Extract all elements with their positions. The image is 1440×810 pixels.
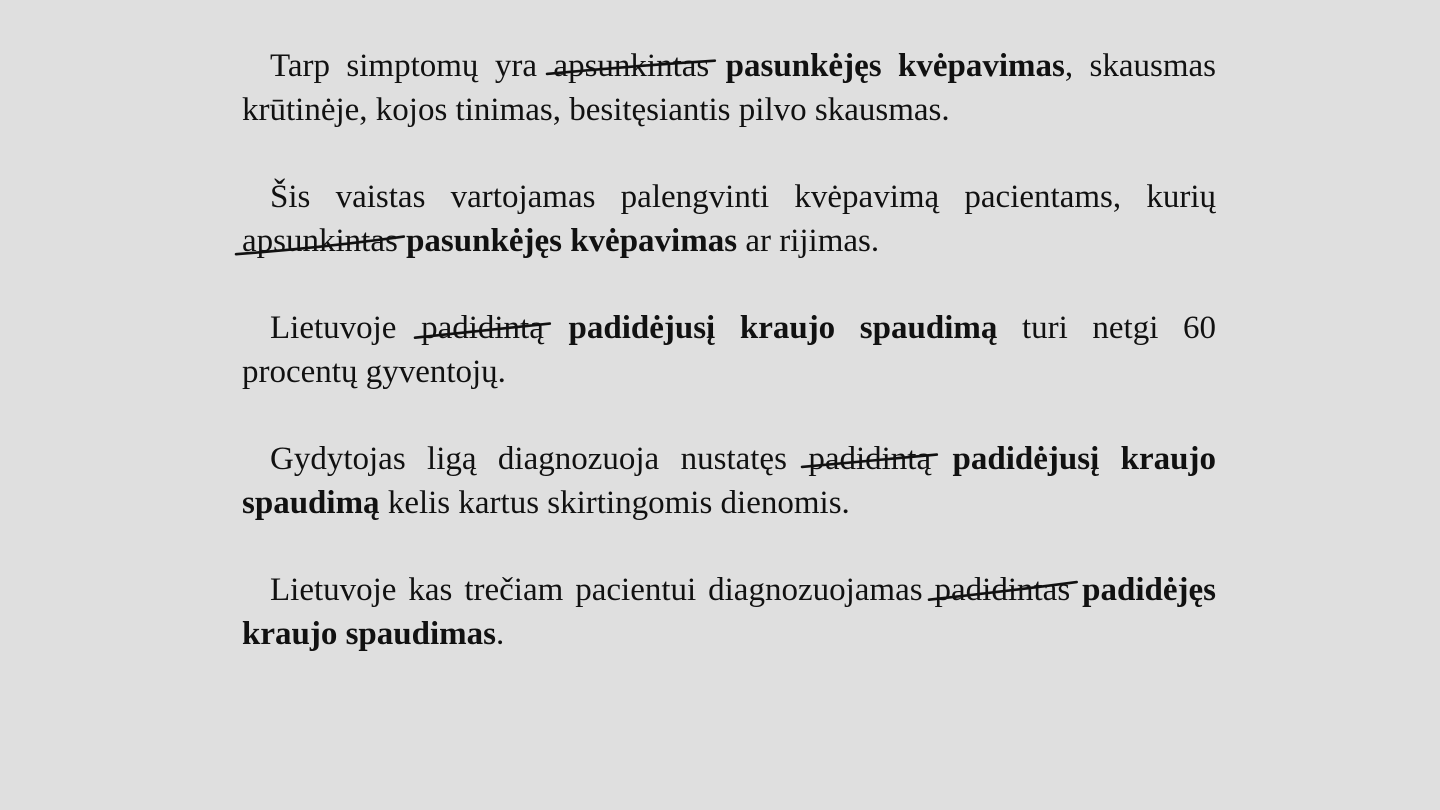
struck-word [421,306,544,350]
paragraph-4 [242,437,1216,525]
paragraph-text: Gydytojas ligą diagnozuoja nustatęs [270,441,809,477]
struck-word [242,219,398,263]
correction-text: padidėjusį kraujo spaudimą [242,441,1216,521]
paragraph-text: Šis vaistas vartojamas palengvinti kvėpavimą pacientams, kurių [270,179,1216,215]
correction-text: padidėjusį kraujo spaudimą [568,310,998,346]
paragraph-text: kelis kartus skirtingomis dienomis. [379,485,850,521]
struck-word [553,44,709,88]
struck-word-text: padidintą [808,441,932,477]
paragraph-1 [242,44,1216,132]
paragraph-text: , skausmas krūtinėje, kojos tinimas, besitęsiantis pilvo skausmas. [242,48,1216,128]
paragraph-text: turi netgi 60 procentų gyventojų. [242,310,1216,390]
struck-word [808,437,931,481]
paragraph-text: ar rijimas. [737,223,880,259]
struck-word-text: apsunkintas [242,223,398,259]
document-body [242,44,1216,699]
paragraph-text: Tarp simptomų yra [270,48,554,84]
paragraph-5 [242,568,1216,656]
correction-text: pasunkėjęs kvėpavimas [725,48,1065,84]
paragraph-3 [242,306,1216,394]
paragraph-2 [242,175,1216,263]
paragraph-text: Lietuvoje [270,310,422,346]
correction-text: padidėjęs kraujo spaudimas [242,572,1216,652]
struck-word-text: apsunkintas [553,48,710,84]
correction-text: pasunkėjęs kvėpavimas [406,223,738,259]
struck-word-text: padidintas [934,572,1071,608]
paragraph-text: Lietuvoje kas trečiam pacientui diagnozuojamas [270,572,935,608]
struck-word [935,568,1071,612]
paragraph-text: . [496,616,505,652]
struck-word-text: padidintą [421,310,544,346]
